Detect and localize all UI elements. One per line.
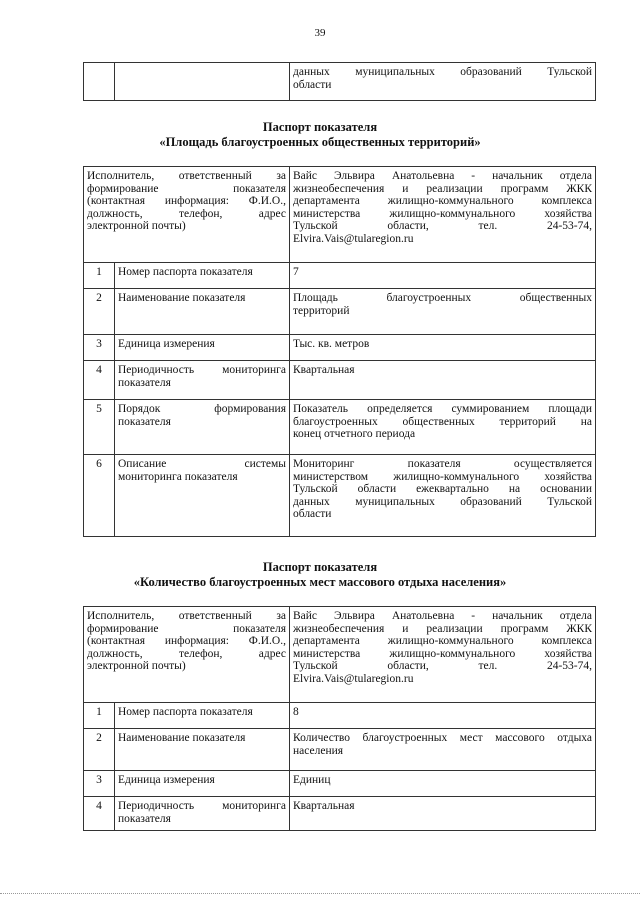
row-label	[115, 729, 290, 771]
row-number: 5	[84, 400, 115, 455]
executor-row	[84, 607, 596, 703]
row-number: 4	[84, 361, 115, 400]
row-label	[115, 455, 290, 537]
table-row	[84, 263, 596, 289]
text-line: Показатель определяется суммированием площади	[293, 403, 592, 415]
text-line: населения	[293, 744, 344, 757]
text-line: формирование показателя	[87, 182, 286, 195]
text-line: Elvira.Vais@tularegion.ru	[293, 232, 414, 245]
heading-line: Паспорт показателя	[262, 560, 378, 574]
row-value	[290, 400, 596, 455]
heading-line: «Площадь благоустроенных общественных территорий»	[159, 135, 481, 149]
text-line: Elvira.Vais@tularegion.ru	[293, 672, 414, 685]
table-row	[84, 703, 596, 729]
text-line: Тульской области, тел. 24-53-74,	[293, 220, 592, 232]
row-label	[115, 335, 290, 361]
text-line: Номер паспорта показателя	[118, 706, 253, 718]
row-value	[290, 771, 596, 797]
text-line: Мониторинг показателя осуществляется	[293, 458, 592, 470]
executor-value	[290, 607, 596, 703]
table-cell-label	[115, 63, 290, 101]
row-value	[290, 797, 596, 831]
text-line: Квартальная	[293, 364, 355, 376]
text-line: области	[293, 78, 332, 91]
text-line: электронной почты)	[87, 220, 186, 232]
text-line: Вайс Эльвира Анатольевна - начальник отдела	[293, 170, 592, 182]
text-line: должность, телефон, адрес	[87, 647, 286, 660]
row-value	[290, 263, 596, 289]
table-cell-num	[84, 63, 115, 101]
row-number: 1	[84, 703, 115, 729]
text-line: жизнеобеспечения и реализации программ ЖКК	[293, 622, 592, 635]
table-row	[84, 771, 596, 797]
text-line: жизнеобеспечения и реализации программ ЖКК	[293, 182, 592, 195]
table-row	[84, 797, 596, 831]
continued-table	[83, 62, 596, 101]
text-line: Единиц	[293, 774, 331, 786]
row-label	[115, 263, 290, 289]
text-line: Порядок формирования	[118, 403, 286, 415]
row-value	[290, 703, 596, 729]
row-value	[290, 729, 596, 771]
row-label	[115, 289, 290, 335]
text-line: Тыс. кв. метров	[293, 338, 370, 350]
text-line: Периодичность мониторинга	[118, 800, 286, 812]
text-line: (контактная информация: Ф.И.О.,	[87, 635, 286, 647]
text-line: Номер паспорта показателя	[118, 266, 253, 278]
text-line: мониторинга показателя	[118, 470, 238, 483]
text-line: Вайс Эльвира Анатольевна - начальник отдела	[293, 610, 592, 622]
executor-value	[290, 167, 596, 263]
row-number: 6	[84, 455, 115, 537]
text-line: Периодичность мониторинга	[118, 364, 286, 376]
text-line: Наименование показателя	[118, 732, 246, 744]
table-row	[84, 729, 596, 771]
heading-line: «Количество благоустроенных мест массового отдыха населения»	[133, 575, 507, 589]
text-line: министерством жилищно-коммунального хозяйства	[293, 470, 592, 483]
text-line: департамента жилищно-коммунального комплекса	[293, 195, 592, 207]
text-line: должность, телефон, адрес	[87, 207, 286, 220]
row-number: 3	[84, 335, 115, 361]
text-line: министерства жилищно-коммунального хозяйства	[293, 647, 592, 660]
table-row	[84, 400, 596, 455]
row-label	[115, 361, 290, 400]
passport-table	[83, 166, 596, 537]
text-line: Единица измерения	[118, 338, 215, 350]
row-value	[290, 289, 596, 335]
text-line: Исполнитель, ответственный за	[87, 610, 286, 622]
table-row	[84, 361, 596, 400]
row-number: 2	[84, 729, 115, 771]
text-line: Описание системы	[118, 458, 286, 470]
text-line: Квартальная	[293, 800, 355, 812]
text-line: области	[293, 508, 332, 520]
executor-label	[84, 607, 290, 703]
heading-line: Паспорт показателя	[262, 120, 378, 134]
text-line: данных муниципальных образований Тульской	[293, 66, 592, 78]
text-line: формирование показателя	[87, 622, 286, 635]
text-line: Количество благоустроенных мест массового отдыха	[293, 732, 592, 744]
row-number: 3	[84, 771, 115, 797]
table-cell-value	[290, 63, 596, 101]
text-line: конец отчетного периода	[293, 428, 416, 440]
row-number: 4	[84, 797, 115, 831]
row-value	[290, 335, 596, 361]
row-label	[115, 400, 290, 455]
text-line: данных муниципальных образований Тульской	[293, 495, 592, 508]
row-value	[290, 361, 596, 400]
text-line: показателя	[118, 415, 171, 428]
text-line: департамента жилищно-коммунального комплекса	[293, 635, 592, 647]
passport-heading	[0, 560, 640, 590]
text-line: Наименование показателя	[118, 292, 246, 304]
scan-edge-dots	[0, 893, 640, 895]
table-row	[84, 455, 596, 537]
executor-label	[84, 167, 290, 263]
row-number: 1	[84, 263, 115, 289]
text-line: показателя	[118, 812, 171, 825]
table-row	[84, 289, 596, 335]
row-value	[290, 455, 596, 537]
text-line: благоустроенных общественных территорий на	[293, 415, 592, 428]
table-row	[84, 335, 596, 361]
text-line: Площадь благоустроенных общественных	[293, 292, 592, 304]
row-label	[115, 703, 290, 729]
passport-heading	[0, 120, 640, 150]
text-line: электронной почты)	[87, 660, 186, 672]
text-line: Исполнитель, ответственный за	[87, 170, 286, 182]
page-number: 39	[314, 27, 326, 39]
text-line: 7	[293, 266, 299, 278]
text-line: (контактная информация: Ф.И.О.,	[87, 195, 286, 207]
row-label	[115, 771, 290, 797]
text-line: министерства жилищно-коммунального хозяйства	[293, 207, 592, 220]
row-number: 2	[84, 289, 115, 335]
table-row	[84, 63, 596, 101]
executor-row	[84, 167, 596, 263]
passport-table	[83, 606, 596, 831]
text-line: территорий	[293, 304, 350, 317]
text-line: показателя	[118, 376, 171, 389]
text-line: Тульской области ежеквартально на основании	[293, 483, 592, 495]
row-label	[115, 797, 290, 831]
text-line: Единица измерения	[118, 774, 215, 786]
text-line: Тульской области, тел. 24-53-74,	[293, 660, 592, 672]
text-line: 8	[293, 706, 299, 718]
